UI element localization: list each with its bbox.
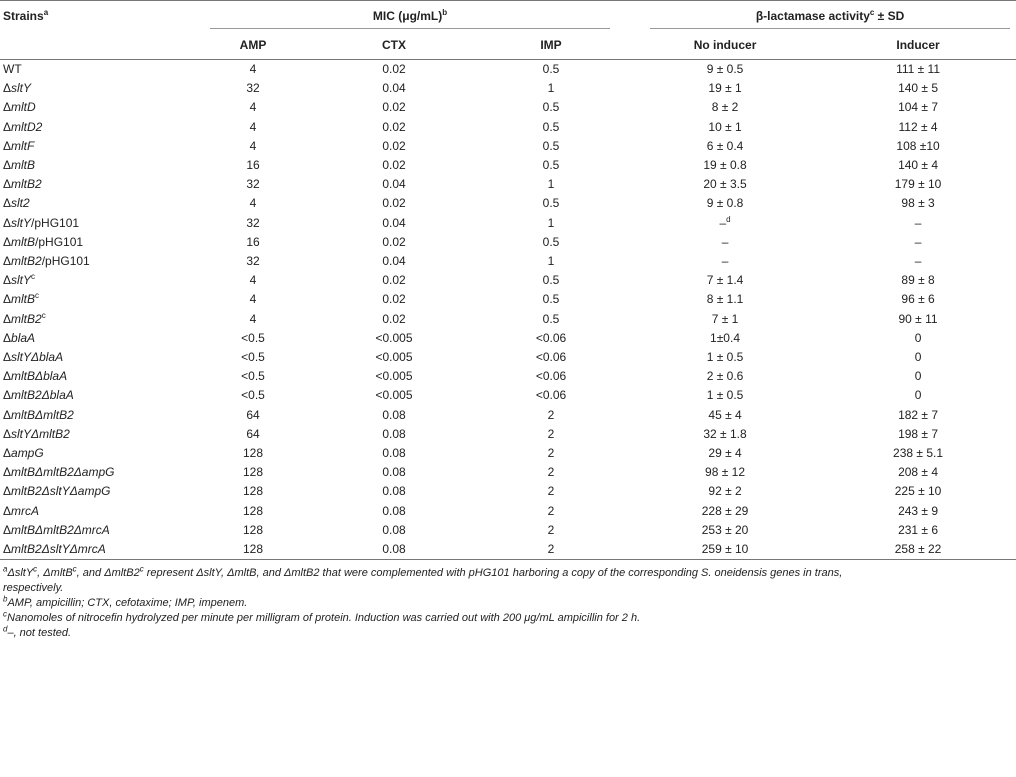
- ctx-cell: 0.04: [382, 215, 406, 230]
- no-inducer-cell: 9 ± 0.8: [706, 196, 744, 211]
- inducer-cell: 140 ± 4: [898, 158, 939, 173]
- table-row: [0, 367, 1016, 386]
- no-inducer-cell: 1 ± 0.5: [706, 388, 744, 403]
- table-row: [0, 79, 1016, 98]
- inducer-cell: 0: [914, 330, 922, 345]
- imp-cell: 0.5: [542, 119, 560, 134]
- table-row: [0, 290, 1016, 309]
- mic-header: MIC $(\mu g/mL)^b$: [190, 1, 630, 32]
- imp-cell: 1: [547, 254, 555, 269]
- ctx-cell: 0.02: [382, 138, 406, 153]
- no-inducer-cell: –$^d$: [719, 214, 731, 230]
- inducer-cell: 208 ± 4: [898, 465, 939, 480]
- no-inducer-cell: 2 ± 0.6: [706, 369, 744, 384]
- ctx-cell: 0.08: [382, 446, 406, 461]
- footnotes: [0, 560, 1016, 641]
- inducer-cell: 98 ± 3: [901, 196, 935, 211]
- table-row: [0, 482, 1016, 501]
- imp-cell: 2: [547, 484, 555, 499]
- amp-cell: <0.5: [241, 350, 265, 365]
- strain-cell: ΔampG: [3, 446, 44, 461]
- table-row: [0, 348, 1016, 367]
- ctx-cell: 0.04: [382, 177, 406, 192]
- no-inducer-cell: 45 ± 4: [708, 407, 742, 422]
- imp-cell: 1: [547, 177, 555, 192]
- footnote-a-line2: respectively.: [3, 582, 64, 595]
- ctx-cell: 0.04: [382, 81, 406, 96]
- amp-cell: 4: [249, 119, 257, 134]
- strain-cell: ΔsltY$^c$: [3, 272, 36, 288]
- strain-cell: ΔmrcA: [3, 503, 40, 518]
- no-inducer-cell: 1 ± 0.5: [706, 350, 744, 365]
- ctx-cell: <0.005: [375, 369, 413, 384]
- ctx-cell: 0.02: [382, 234, 406, 249]
- amp-cell: 4: [249, 196, 257, 211]
- amp-cell: 128: [242, 522, 264, 537]
- table-row: [0, 386, 1016, 405]
- table-row: [0, 406, 1016, 425]
- strain-cell: ΔmltBΔblaA: [3, 369, 68, 384]
- amp-cell: 32: [246, 177, 260, 192]
- ctx-cell: 0.02: [382, 273, 406, 288]
- strain-cell: ΔsltYΔblaA: [3, 350, 64, 365]
- footnote-d: $^d$–, not tested.: [3, 624, 72, 640]
- imp-header: IMP: [472, 31, 630, 60]
- inducer-cell: 104 ± 7: [898, 100, 939, 115]
- no-inducer-cell: 228 ± 29: [701, 503, 749, 518]
- table-row: [0, 118, 1016, 137]
- inducer-cell: 225 ± 10: [894, 484, 942, 499]
- amp-cell: 128: [242, 446, 264, 461]
- no-inducer-cell: 7 ± 1: [711, 311, 739, 326]
- table-row: [0, 214, 1016, 233]
- amp-cell: 4: [249, 62, 257, 76]
- ctx-cell: <0.005: [375, 388, 413, 403]
- amp-cell: 128: [190, 540, 316, 560]
- imp-cell: <0.06: [535, 330, 567, 345]
- ctx-cell: 0.08: [382, 465, 406, 480]
- no-inducer-cell: 9 ± 0.5: [706, 62, 744, 76]
- inducer-cell: –: [914, 254, 922, 269]
- strain-cell: ΔmltB2ΔblaA: [3, 388, 74, 403]
- inducer-cell: 243 ± 9: [898, 503, 939, 518]
- imp-cell: 0.5: [542, 62, 560, 76]
- no-inducer-cell: 1±0.4: [710, 330, 740, 345]
- no-inducer-cell: 7 ± 1.4: [706, 273, 744, 288]
- inducer-cell: 96 ± 6: [901, 292, 935, 307]
- inducer-cell: 198 ± 7: [898, 426, 939, 441]
- strain-cell: ΔblaA: [3, 330, 36, 345]
- amp-cell: 128: [242, 503, 264, 518]
- table-body: [0, 60, 1016, 560]
- amp-header: AMP: [190, 31, 316, 60]
- ctx-header: CTX: [316, 31, 472, 60]
- table-header: [0, 1, 1016, 60]
- imp-cell: 2: [547, 503, 555, 518]
- no-inducer-cell: 19 ± 0.8: [703, 158, 747, 173]
- strain-cell: ΔmltBΔmltB2ΔampG: [3, 465, 115, 480]
- strain-cell: ΔmltB/pHG101: [3, 234, 84, 249]
- no-inducer-cell: –: [721, 234, 729, 249]
- amp-cell: 4: [249, 138, 257, 153]
- strain-cell: ΔmltB$^c$: [3, 291, 40, 307]
- table-row: [0, 310, 1016, 329]
- imp-cell: 0.5: [542, 234, 560, 249]
- inducer-cell: 140 ± 5: [898, 81, 939, 96]
- ctx-cell: <0.005: [375, 330, 413, 345]
- imp-cell: 1: [547, 81, 555, 96]
- strain-cell: ΔmltF: [3, 138, 35, 153]
- inducer-cell: –: [914, 215, 922, 230]
- amp-cell: <0.5: [241, 369, 265, 384]
- amp-cell: 4: [249, 311, 257, 326]
- amp-cell: 4: [249, 292, 257, 307]
- table-row: [0, 156, 1016, 175]
- amp-cell: 16: [246, 234, 260, 249]
- amp-cell: 32: [246, 254, 260, 269]
- inducer-cell: 0: [914, 369, 922, 384]
- imp-cell: 0.5: [542, 311, 560, 326]
- ctx-cell: 0.08: [316, 540, 472, 560]
- strains-header: Strains$^a$: [3, 8, 49, 23]
- inducer-cell: 258 ± 22: [820, 540, 1016, 560]
- imp-cell: <0.06: [535, 369, 567, 384]
- imp-cell: 0.5: [542, 138, 560, 153]
- imp-cell: <0.06: [535, 350, 567, 365]
- no-inducer-cell: 98 ± 12: [705, 465, 745, 480]
- amp-cell: 64: [246, 426, 260, 441]
- strain-cell: ΔmltB2ΔsltYΔampG: [3, 484, 111, 499]
- no-inducer-cell: 6 ± 0.4: [706, 138, 744, 153]
- footnote-c: $^c$Nanomoles of nitrocefin hydrolyzed per minute per milligram of protein. Induction was carried out with 200 μg/mL ampicillin for 2 h.: [3, 609, 641, 625]
- ctx-cell: 0.02: [382, 311, 406, 326]
- imp-cell: 2: [547, 465, 555, 480]
- no-inducer-cell: 19 ± 1: [708, 81, 742, 96]
- no-inducer-cell: 92 ± 2: [708, 484, 742, 499]
- table-row: [0, 60, 1016, 80]
- inducer-cell: 89 ± 8: [901, 273, 935, 288]
- amp-cell: 32: [246, 215, 260, 230]
- inducer-cell: 238 ± 5.1: [893, 446, 944, 461]
- strain-cell: ΔsltY: [3, 81, 32, 96]
- ctx-cell: 0.08: [382, 503, 406, 518]
- strain-cell: ΔsltY/pHG101: [3, 215, 80, 230]
- no-inducer-header: No inducer: [630, 31, 820, 60]
- blactamase-header: β-lactamase activity$^c$ ± SD: [630, 1, 1016, 32]
- ctx-cell: 0.08: [382, 484, 406, 499]
- no-inducer-cell: 8 ± 2: [711, 100, 739, 115]
- inducer-cell: –: [914, 234, 922, 249]
- table-row: [0, 463, 1016, 482]
- strain-cell: ΔmltB: [3, 158, 36, 173]
- ctx-cell: 0.02: [382, 62, 406, 76]
- table-row: [0, 444, 1016, 463]
- ctx-cell: 0.02: [382, 292, 406, 307]
- strain-cell: ΔmltBΔmltB2ΔmrcA: [3, 522, 110, 537]
- strain-cell: ΔmltD: [3, 100, 36, 115]
- strain-cell: Δslt2: [3, 196, 30, 211]
- imp-cell: <0.06: [535, 388, 567, 403]
- table-row: [0, 98, 1016, 117]
- ctx-cell: 0.08: [382, 426, 406, 441]
- ctx-cell: 0.08: [382, 522, 406, 537]
- ctx-cell: 0.02: [382, 100, 406, 115]
- ctx-cell: 0.02: [382, 196, 406, 211]
- amp-cell: 128: [242, 465, 264, 480]
- inducer-cell: 0: [914, 388, 922, 403]
- table-row: [0, 233, 1016, 252]
- imp-cell: 0.5: [542, 292, 560, 307]
- no-inducer-cell: 253 ± 20: [701, 522, 749, 537]
- imp-cell: 2: [547, 407, 555, 422]
- no-inducer-cell: 259 ± 10: [630, 540, 820, 560]
- imp-cell: 2: [547, 426, 555, 441]
- ctx-cell: <0.005: [375, 350, 413, 365]
- ctx-cell: 0.02: [382, 119, 406, 134]
- strain-cell: ΔmltB2: [3, 177, 42, 192]
- footnote-b: $^b$AMP, ampicillin; CTX, cefotaxime; IMP, impenem.: [3, 594, 248, 610]
- no-inducer-cell: 29 ± 4: [708, 446, 742, 461]
- table-row: [0, 502, 1016, 521]
- inducer-cell: 111 ± 11: [896, 62, 941, 76]
- amp-cell: 32: [246, 81, 260, 96]
- inducer-cell: 90 ± 11: [898, 311, 938, 326]
- table-row: [0, 271, 1016, 290]
- strain-cell: ΔsltYΔmltB2: [3, 426, 70, 441]
- strain-cell: ΔmltBΔmltB2: [3, 407, 74, 422]
- strain-cell: ΔmltD2: [3, 119, 43, 134]
- no-inducer-cell: 10 ± 1: [708, 119, 742, 134]
- imp-cell: 0.5: [542, 273, 560, 288]
- strain-cell: ΔmltB2$^c$: [3, 310, 46, 326]
- no-inducer-cell: 32 ± 1.8: [703, 426, 747, 441]
- inducer-cell: 108 ±10: [896, 138, 940, 153]
- table-row: [0, 521, 1016, 540]
- imp-cell: 1: [547, 215, 555, 230]
- imp-cell: 0.5: [542, 100, 560, 115]
- amp-cell: 4: [249, 273, 257, 288]
- inducer-cell: 179 ± 10: [894, 177, 942, 192]
- amp-cell: <0.5: [241, 330, 265, 345]
- no-inducer-cell: 8 ± 1.1: [706, 292, 744, 307]
- imp-cell: 2: [547, 446, 555, 461]
- inducer-cell: 112 ± 4: [898, 119, 938, 134]
- inducer-cell: 182 ± 7: [898, 407, 939, 422]
- imp-cell: 2: [547, 522, 555, 537]
- table-row: [0, 137, 1016, 156]
- inducer-cell: 231 ± 6: [898, 522, 939, 537]
- imp-cell: 2: [472, 540, 630, 560]
- table-row: [0, 175, 1016, 194]
- table-row: [0, 329, 1016, 348]
- ctx-cell: 0.04: [382, 254, 406, 269]
- table-row: [0, 540, 1016, 560]
- ctx-cell: 0.02: [382, 158, 406, 173]
- no-inducer-cell: –: [721, 254, 729, 269]
- amp-cell: 16: [246, 158, 260, 173]
- imp-cell: 0.5: [542, 196, 560, 211]
- strain-cell: WT: [3, 62, 22, 76]
- amp-cell: <0.5: [241, 388, 265, 403]
- table-row: [0, 194, 1016, 213]
- no-inducer-cell: 20 ± 3.5: [703, 177, 747, 192]
- table-row: [0, 252, 1016, 271]
- table-row: [0, 425, 1016, 444]
- strain-cell: ΔmltB2ΔsltYΔmrcA: [0, 540, 190, 560]
- footnote-a: $^a$ΔsltY$^c$, ΔmltB$^c$, and ΔmltB2$^c$ represent ΔsltY, ΔmltB, and ΔmltB2 that were complemented with pHG101 harboring a copy of the corresponding S. oneidensis genes in trans,: [3, 564, 843, 580]
- amp-cell: 128: [242, 484, 264, 499]
- amp-cell: 64: [246, 407, 260, 422]
- ctx-cell: 0.08: [382, 407, 406, 422]
- amp-cell: 4: [249, 100, 257, 115]
- strain-cell: ΔmltB2/pHG101: [3, 254, 90, 269]
- inducer-header: Inducer: [820, 31, 1016, 60]
- imp-cell: 0.5: [542, 158, 560, 173]
- inducer-cell: 0: [914, 350, 922, 365]
